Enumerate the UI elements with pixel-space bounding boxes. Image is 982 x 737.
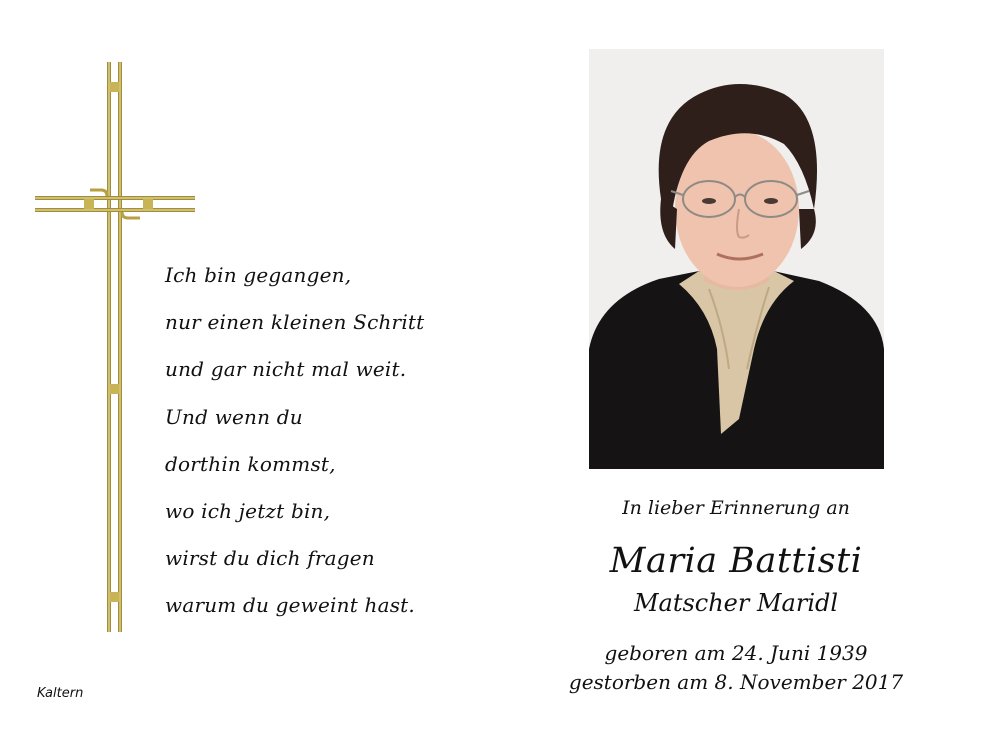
- poem-line: und gar nicht mal weit.: [165, 357, 407, 382]
- birth-date: geboren am 24. Juni 1939: [604, 641, 868, 665]
- poem-line: Und wenn du: [165, 404, 303, 429]
- deceased-name: Maria Battisti: [609, 541, 863, 581]
- poem: [165, 252, 475, 630]
- memorial-intro: In lieber Erinnerung an: [622, 497, 850, 519]
- poem-line: wirst du dich fragen: [165, 546, 375, 571]
- place-label: Kaltern: [37, 686, 84, 701]
- portrait-photo: [589, 49, 884, 469]
- deceased-nickname: Matscher Maridl: [633, 589, 839, 617]
- poem-line: nur einen kleinen Schritt: [165, 310, 425, 335]
- poem-line: warum du geweint hast.: [165, 593, 415, 618]
- poem-line: dorthin kommst,: [165, 451, 336, 476]
- death-date: gestorben am 8. November 2017: [568, 670, 904, 694]
- poem-line: wo ich jetzt bin,: [165, 499, 331, 524]
- poem-line: Ich bin gegangen,: [165, 263, 352, 287]
